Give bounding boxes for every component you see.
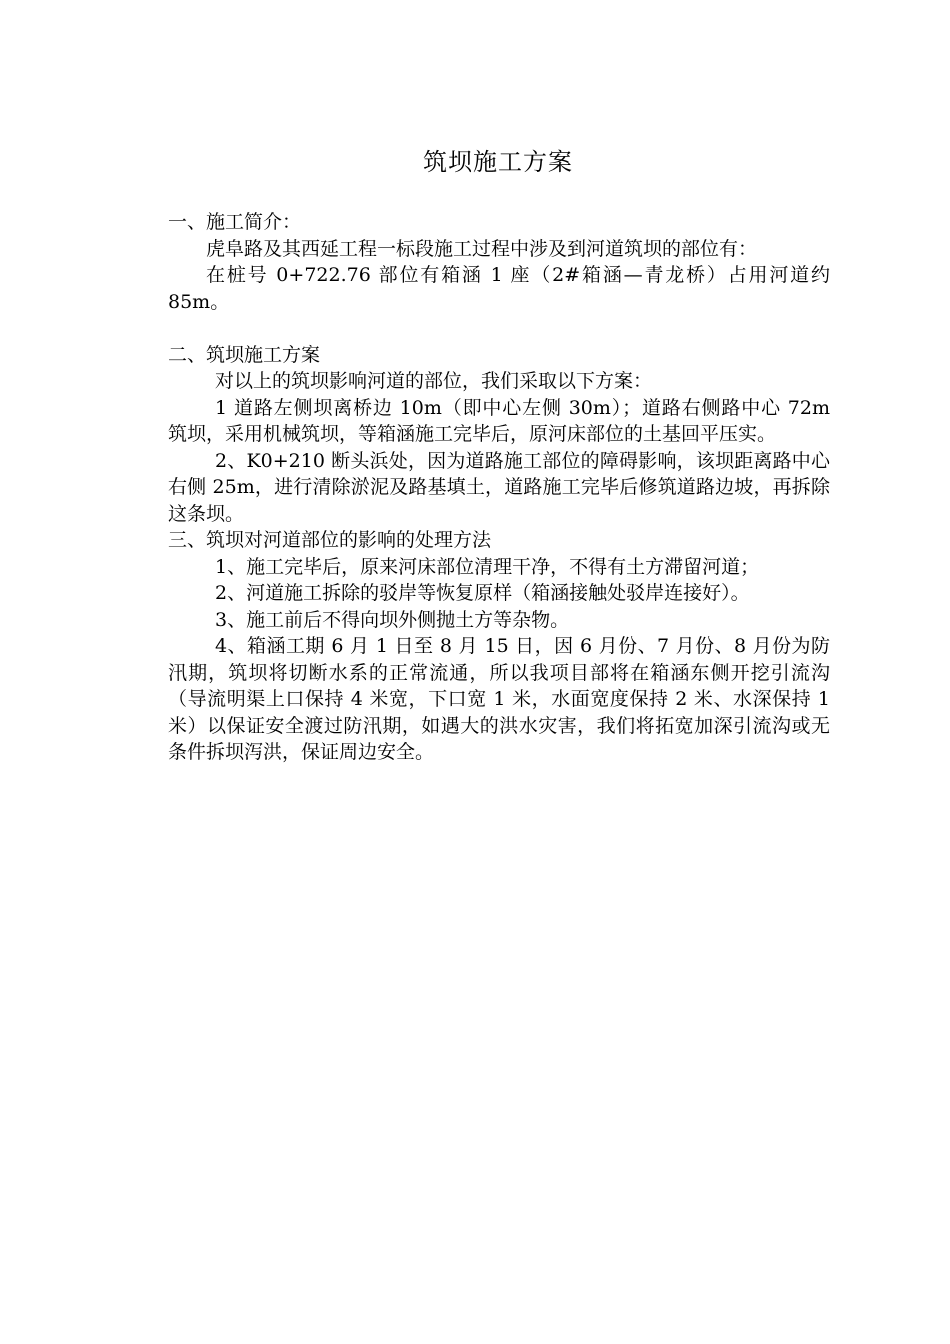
document-title: 筑坝施工方案 [423, 148, 573, 176]
paragraph-3-4: 4、箱涵工期 6 月 1 日至 8 月 15 日，因 6 月份、7 月份、8 月份为防汛期，筑坝将切断水系的正常流通，所以我项目部将在箱涵东侧开挖引流沟（导流明渠上口保持 4 米宽，下口宽 1 米，水面宽度保持 2 米、水深保持 1 米）以保证安全渡过防汛期，如遇大的洪水灾害，我们将拓宽加深引流沟或无条件拆坝泻洪，保证周边安全。 [168, 635, 830, 763]
paragraph-3-2: 2、河道施工拆除的驳岸等恢复原样（箱涵接触处驳岸连接好）。 [215, 582, 750, 604]
blank-line [168, 315, 830, 342]
paragraph-2-3: 2、K0+210 断头浜处，因为道路施工部位的障碍影响，该坝距离路中心右侧 25m，进行清除淤泥及路基填土，道路施工完毕后修筑道路边坡，再拆除这条坝。 [168, 449, 830, 525]
section-heading-3: 三、筑坝对河道部位的影响的处理方法 [168, 529, 492, 551]
section-heading-2: 二、筑坝施工方案 [168, 343, 321, 366]
paragraph-1-1: 虎阜路及其西延工程一标段施工过程中涉及到河道筑坝的部位有： [206, 237, 758, 260]
paragraph-1-2: 在桩号 0+722.76 部位有箱涵 1 座（2#箱涵—青龙桥）占用河道约 85m。 [168, 264, 830, 313]
section-heading-1: 一、施工简介： [168, 211, 302, 233]
paragraph-3-1: 1、施工完毕后，原来河床部位清理干净，不得有土方滞留河道； [215, 555, 760, 578]
document-body [168, 209, 830, 766]
paragraph-2-1: 对以上的筑坝影响河道的部位，我们采取以下方案： [215, 370, 653, 392]
paragraph-3-3: 3、施工前后不得向坝外侧抛土方等杂物。 [215, 608, 570, 631]
paragraph-2-2: 1 道路左侧坝离桥边 10m（即中心左侧 30m）；道路右侧路中心 72m 筑坝，采用机械筑坝，等箱涵施工完毕后，原河床部位的土基回平压实。 [168, 396, 830, 445]
